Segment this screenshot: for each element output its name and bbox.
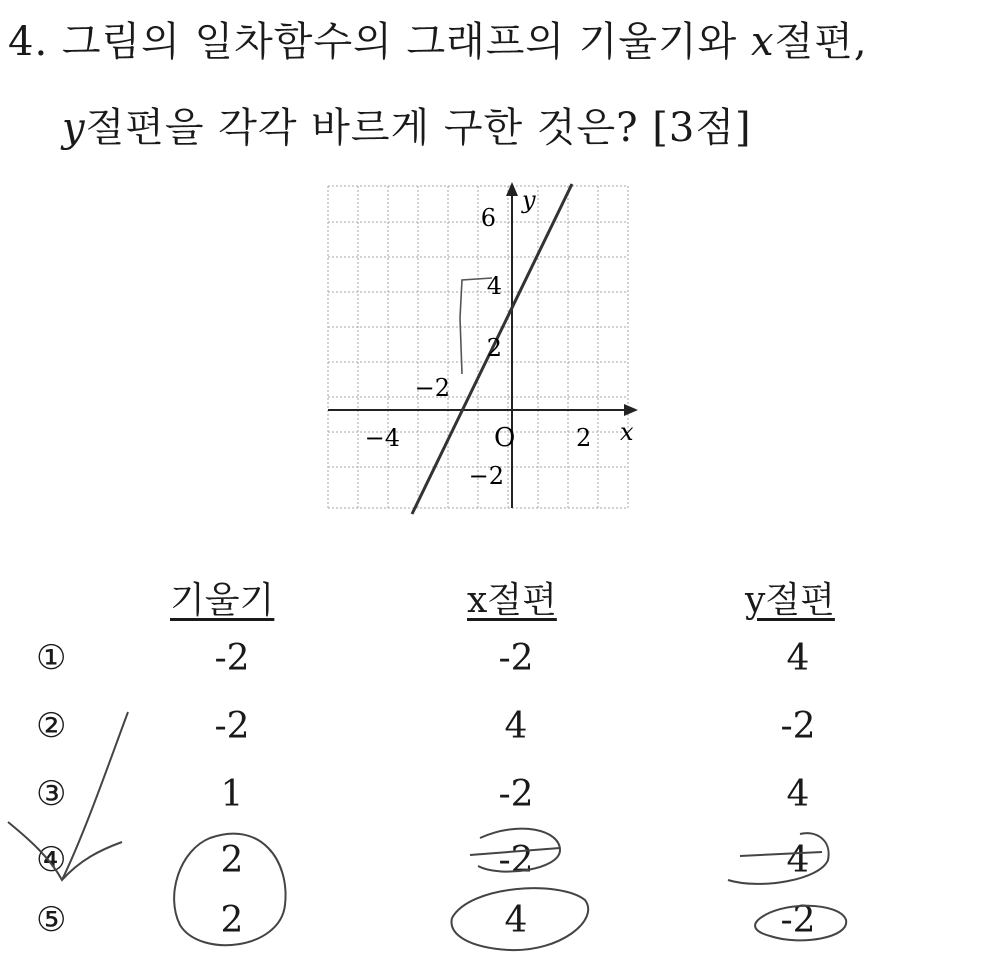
question-line-2 <box>62 96 752 153</box>
y-tick-6: 6 <box>480 204 496 232</box>
x-variable: x <box>751 19 775 65</box>
slope-value: 2 <box>220 900 244 941</box>
header-slope: 기울기 <box>170 580 275 621</box>
x-intercept-value: 4 <box>504 900 528 941</box>
y-tick-2: 2 <box>486 334 502 362</box>
slope-value: -2 <box>214 706 250 747</box>
label-minus-2-left: −2 <box>414 374 450 402</box>
checkmark-stroke <box>62 712 128 880</box>
y-intercept-value: -2 <box>780 900 816 941</box>
option-marker[interactable]: ② <box>36 706 67 746</box>
y-variable: y <box>62 105 86 151</box>
question-line-1 <box>8 10 868 67</box>
x-intercept-value: -2 <box>498 638 534 679</box>
y-intercept-value: 4 <box>786 638 810 679</box>
y-intercept-value: -2 <box>780 706 816 747</box>
question-text-line2: 절편을 각각 바르게 구한 것은? [3점] <box>85 105 752 151</box>
header-y-intercept: y절편 <box>745 580 835 621</box>
slope-value: 1 <box>220 774 244 815</box>
grid <box>328 186 628 508</box>
option-marker[interactable]: ③ <box>36 774 67 814</box>
y-intercept-value: 4 <box>786 840 810 881</box>
question-text-a: 그림의 일차함수의 그래프의 기울기와 <box>61 19 738 65</box>
origin-label: O <box>494 423 516 453</box>
y-tick-4: 4 <box>486 272 502 300</box>
option-marker[interactable]: ④ <box>36 840 67 880</box>
question-text-b: 절편, <box>774 19 868 65</box>
x-axis-label: x <box>620 418 634 446</box>
x-tick-minus-4: −4 <box>364 424 400 452</box>
y-tick-minus-2: −2 <box>468 462 504 490</box>
y-intercept-value: 4 <box>786 774 810 815</box>
x-intercept-value: 4 <box>504 706 528 747</box>
header-x-intercept: x절편 <box>467 580 557 621</box>
x-intercept-value: -2 <box>498 774 534 815</box>
option-marker[interactable]: ⑤ <box>36 900 67 940</box>
y-axis-arrow <box>506 182 518 196</box>
option-marker[interactable]: ① <box>36 638 67 678</box>
slope-value: -2 <box>214 638 250 679</box>
coordinate-graph <box>300 178 660 518</box>
x-intercept-value: -2 <box>498 840 534 881</box>
x-axis-arrow <box>624 404 638 416</box>
question-number: 4. <box>8 19 49 65</box>
x-tick-2: 2 <box>576 424 592 452</box>
y-axis-label: y <box>522 186 536 214</box>
slope-value: 2 <box>220 840 244 881</box>
